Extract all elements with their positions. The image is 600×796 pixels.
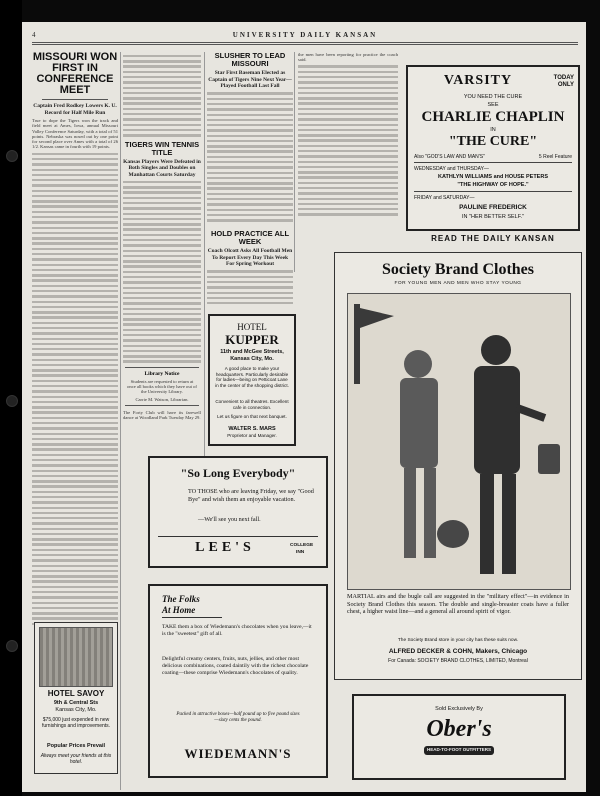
varsity-star: CHARLIE CHAPLIN	[421, 109, 565, 125]
society-brand-maker: ALFRED DECKER & COHN, Makers, Chicago	[388, 648, 528, 655]
kupper-convenience: Convenient to all theatres. Excellent cafe in connection.	[215, 399, 289, 410]
varsity-days: WEDNESDAY and THURSDAY—	[414, 166, 489, 172]
page-header	[32, 28, 578, 42]
subhead-practice: Coach Olcott Asks All Football Men To Report Every Day This Week For Spring Workout	[207, 248, 293, 267]
varsity-divider	[414, 191, 572, 192]
slusher-article-text	[207, 92, 293, 221]
column-rule	[120, 52, 121, 790]
column-practice	[207, 230, 293, 310]
lees-divider	[158, 536, 318, 537]
wiedemann-heading-one: The Folks	[162, 594, 200, 604]
society-brand-ad	[334, 252, 582, 680]
read-kansan-banner: READ THE DAILY KANSAN	[431, 234, 555, 243]
hotel-savoy-footer: Always meet your friends at this hotel.	[40, 753, 112, 765]
article-body-text	[32, 153, 118, 625]
lees-college-inn-ad	[148, 456, 328, 568]
lees-message: TO THOSE who are leaving Friday, we say "Good Bye" and wish them an enjoyable vacation.	[188, 488, 314, 503]
subhead-tennis: Kansas Players Were Defeated in Both Singles and Doubles on Manhattan Courts Saturday	[123, 158, 201, 178]
column-rule	[204, 52, 205, 472]
lees-headline: "So Long Everybody"	[180, 466, 296, 480]
punch-hole	[6, 150, 18, 162]
obers-ad	[352, 694, 566, 780]
hotel-savoy-ad	[34, 622, 118, 774]
column-tennis	[123, 52, 201, 442]
binding-edge	[0, 0, 22, 796]
varsity-today: TODAY	[553, 75, 574, 81]
column-top-text	[123, 55, 201, 137]
varsity-you-need: YOU NEED THE CURE	[463, 94, 523, 100]
wiedemann-heading-two: At Home	[162, 605, 196, 615]
society-brand-name: Society Brand Clothes	[382, 261, 534, 278]
continued-article-intro: the men have been reporting for practice the coach said.	[298, 52, 398, 63]
continued-article-text	[298, 65, 398, 215]
subhead-slusher: Star First Baseman Elected as Captain of Tigers Nine Next Year—Played Football Last Fall	[208, 70, 292, 89]
header-rule	[32, 44, 578, 45]
varsity-theater-ad	[406, 65, 580, 231]
hotel-savoy-name: HOTEL SAVOY	[47, 689, 105, 698]
varsity-see: SEE	[487, 102, 499, 108]
wiedemann-chocolates-ad	[148, 584, 328, 778]
kupper-manager: WALTER S. MARS	[228, 426, 276, 432]
library-notice-signature: Carrie M. Watson, Librarian.	[135, 396, 189, 402]
kupper-city: Kansas City, Mo.	[230, 356, 274, 362]
kupper-role: Proprietor and Manager.	[227, 433, 277, 438]
article-intro: True to dope the Tigers won the track and field meet at Ames, Iowa, annual Missouri Valley Conference Saturday, with a total of 51 points. Nebraska was nosed out by one point for second place over Ames with a total of 26 1/2. Kansas came in fourth with 19 points.	[32, 118, 118, 150]
wiedemann-text-two: Delightful creamy centers, fruits, nuts, jellies, and other most delicious combinations, coated daintily with the richest chocolate coating—these comprise Wiedemann's chocolates of quality.	[162, 656, 309, 676]
varsity-film-three: IN "HER BETTER SELF."	[462, 214, 524, 220]
kupper-name: KUPPER	[225, 332, 279, 347]
military-men-illustration	[347, 293, 571, 590]
wiedemann-text-one: TAKE them a box of Wiedemann's chocolates when you leave,—it is the "sweetest" gift of all.	[162, 624, 312, 637]
wiedemann-name: WIEDEMANN'S	[184, 746, 292, 761]
hotel-savoy-tagline: Popular Prices Prevail	[46, 743, 106, 749]
header-rule	[32, 42, 578, 43]
lees-see-you: —We'll see you next fall.	[198, 516, 261, 523]
column-slusher	[207, 52, 293, 252]
varsity-in: IN	[490, 127, 496, 133]
lees-name: LEE'S	[195, 540, 255, 555]
headline-hold-practice: HOLD PRACTICE ALL WEEK	[210, 230, 290, 246]
lees-inn: INN	[296, 550, 305, 555]
masthead-title: UNIVERSITY DAILY KANSAN	[232, 31, 378, 39]
hotel-savoy-building-image	[39, 627, 113, 687]
headline-missouri-won: MISSOURI WON FIRST IN CONFERENCE MEET	[32, 52, 118, 96]
society-brand-tagline: FOR YOUNG MEN AND MEN WHO STAY YOUNG	[394, 281, 522, 286]
illustration-figures	[348, 294, 570, 589]
society-brand-copy: MARTIAL airs and the bugle call are suggested in the "military effect"—in evidence in Society Brand Clothes this season. The double and single-breaster coats have a fuller chest, a higher waist line—and a general all around spirit of vigor.	[347, 593, 569, 616]
headline-tigers-tennis: TIGERS WIN TENNIS TITLE	[124, 139, 200, 157]
lees-college: COLLEGE	[290, 543, 314, 548]
kupper-address: 11th and McGee Streets,	[220, 349, 284, 355]
varsity-reels: 5 Reel Feature	[538, 154, 572, 160]
punch-hole	[6, 640, 18, 652]
subhead-rodkey: Captain Fred Rodkey Lowers K. U. Record for Half Mile Run	[33, 103, 117, 116]
varsity-film: "THE CURE"	[448, 134, 538, 149]
punch-hole	[6, 395, 18, 407]
library-notice-title: Library Notice	[144, 370, 180, 377]
column-continued	[298, 52, 398, 247]
forty-club-note: The Forty Club will have its farewell dance at Woodland Park Tuesday May 29.	[123, 410, 201, 421]
varsity-only: ONLY	[557, 82, 574, 88]
tennis-article-text	[123, 181, 201, 363]
hotel-savoy-city: Kansas City, Mo.	[55, 707, 97, 713]
column-rule	[294, 52, 295, 272]
obers-sold-by: Sold Exclusively By	[435, 706, 483, 712]
varsity-star-two: PAULINE FREDERICK	[459, 204, 527, 211]
hotel-savoy-promo: $75,000 just expended in new furnishings and improvements.	[41, 717, 111, 729]
varsity-days-two: FRIDAY and SATURDAY—	[414, 195, 475, 201]
hotel-kupper-ad	[208, 314, 296, 446]
varsity-film-two: "THE HIGHWAY OF HOPE."	[457, 182, 529, 188]
kupper-banquet: Let us figure on that next banquet.	[217, 414, 287, 419]
varsity-divider	[414, 162, 572, 163]
headline-slusher: SLUSHER TO LEAD MISSOURI	[214, 52, 286, 68]
page-number: 4	[32, 31, 36, 39]
varsity-cast: KATHLYN WILLIAMS and HOUSE PETERS	[437, 174, 548, 180]
varsity-also: Also "GOD'S LAW AND MAN'S"	[414, 154, 485, 160]
varsity-name: VARSITY	[443, 73, 513, 88]
obers-subtitle: HEAD-TO-FOOT OUTFITTERS	[427, 747, 491, 752]
hotel-savoy-address: 9th & Central Sts	[53, 700, 99, 706]
kupper-body: A good place to make your headquarters. Particularly desirable for ladies—being on Petticoat Lane in the center of the shopping district.	[215, 366, 289, 388]
wiedemann-packing: Packed in attractive boxes—half pound up to five pound sizes—sixty cents the pound.	[176, 712, 300, 724]
obers-logo: Ober's	[426, 716, 492, 742]
library-notice-text: Students are requested to return at once all books which they have out of the University Library.	[127, 378, 197, 395]
newspaper-page	[22, 22, 586, 792]
practice-article-text	[207, 270, 293, 304]
wiedemann-rule	[162, 617, 222, 618]
library-notice-box	[125, 367, 199, 406]
kupper-hotel-label: HOTEL	[237, 322, 267, 332]
society-brand-store-note: The Society Brand store in your city has these suits now.	[397, 638, 519, 643]
society-brand-canada: For Canada: SOCIETY BRAND CLOTHES, LIMITED, Montreal	[388, 658, 528, 664]
